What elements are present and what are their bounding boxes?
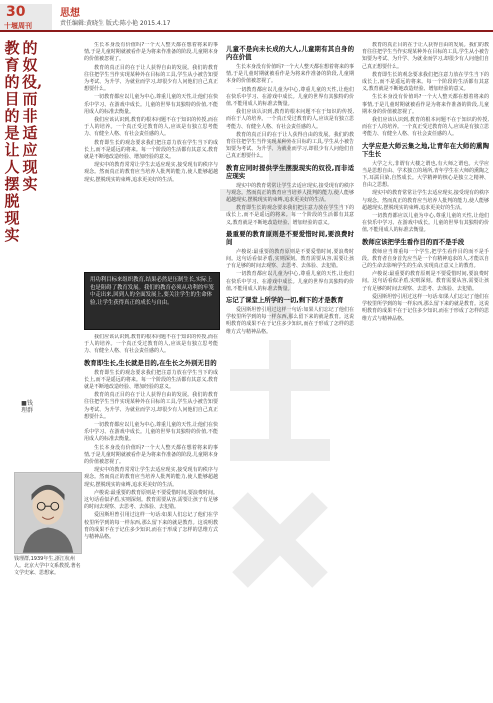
section-heading: 教师应该把学生看作目的而不是手段: [362, 237, 465, 246]
paragraph: 生长本身没有价值吗?一个大人整天都在想着将来的事情,于是儿童时期就被看作是为将来作准备的阶段,儿童期本身的价值被忽视了。: [362, 94, 489, 115]
paragraph: 现实中的教育常常让学生去适应现实,接受现有的秩序与观念。然而真正的教育应当培养人批判的能力,使人能够超越现实,摆脱现实的束缚,追求更美好的生活。: [84, 162, 218, 183]
section-heading: 教育应同时提供学生摆脱现实的奴役,而非适应现实: [226, 163, 354, 180]
paragraph: 现实中的教育常常让学生去适应现实,接受现有的秩序与观念。然而真正的教育应当培养人批判的能力,使人能够超越现实,摆脱现实的束缚,追求更美好的生活。: [84, 467, 218, 488]
author-bio: 钱理群,1939年生,浙江杭州人。北京大学中文系教授,著名文学史家、思想家。: [14, 556, 81, 576]
paragraph: 我们应该认识到,教育的根本问题不在于知识的传授,而在于人的培养。一个真正受过教育的人,应该是有独立思考能力、有健全人格、有社会责任感的人。: [84, 117, 218, 138]
title-line-2: 的奴役,而非适应现实: [22, 39, 43, 193]
page-number: 30: [6, 4, 26, 20]
text-column-1-lower: [84, 334, 218, 698]
paragraph: 卢梭说:最重要的教育原则是不要爱惜时间,要浪费时间。这句话看似矛盾,实则深刻。教育需要从容,需要让孩子有足够的时间去观察、去思考、去体验、去犯错。: [84, 489, 218, 511]
pull-quote: [84, 272, 220, 330]
paragraph: 教育的真正目的在于让人获得自由的发展。我们的教育往往把学生当作实现某种外在目标的工具,学生从小被告知要为考试、为升学、为就业而学习,却很少有人问他们自己真正想要什么。: [84, 392, 218, 420]
paragraph: 我们应该认识到,教育的根本问题不在于知识的传授,而在于人的培养。一个真正受过教育的人,应该是有独立思考能力、有健全人格、有社会责任感的人。: [226, 109, 354, 130]
paragraph: 卢梭说:最重要的教育原则是不要爱惜时间,要浪费时间。这句话看似矛盾,实则深刻。教育需要从容,需要让孩子有足够的时间去观察、去思考、去体验、去犯错。: [226, 248, 354, 270]
pull-quote-text: 用功利目标来组织教育,结果必然是压制生长,实际上也是阻碍了教育发展。我们的教育必须从功利的牢笼中走出来,回到人的全面发展上,要关注学生的生命体验,让学生获得真正的成长与自由。: [90, 277, 214, 306]
text-column-3: [362, 42, 489, 698]
section-heading: 教育即生长,生长就是目的,在生长之外别无目的: [84, 358, 217, 367]
header-rule: [0, 30, 493, 32]
section-heading: 大学应是大师云集之地,让青年在大师的熏陶下生长: [362, 141, 489, 158]
paragraph: 生长本身没有价值吗?一个大人整天都在想着将来的事情,于是儿童时期就被看作是为将来作准备的阶段,儿童期本身的价值被忽视了。: [226, 64, 354, 85]
section-heading: 最重要的教育原则是不要爱惜时间,要浪费时间: [226, 229, 354, 246]
paragraph: 教育的真正目的在于让人获得自由的发展。我们的教育往往把学生当作实现某种外在目标的工具,学生从小被告知要为考试、为升学、为就业而学习,却很少有人问他们自己真正想要什么。: [226, 131, 354, 160]
paragraph: 教育的真正目的在于让人获得自由的发展。我们的教育往往把学生当作实现某种外在目标的工具,学生从小被告知要为考试、为升学、为就业而学习,却很少有人问他们自己真正想要什么。: [84, 64, 218, 93]
text-column-1: [84, 42, 218, 268]
text-column-2: [226, 42, 354, 698]
section-heading: 忘记了课堂上所学的一切,剩下的才是教育: [226, 296, 344, 305]
paragraph: 教育的真正目的在于让人获得自由的发展。我们的教育往往把学生当作实现某种外在目标的工具,学生从小被告知要为考试、为升学、为就业而学习,却很少有人问他们自己真正想要什么。: [362, 42, 489, 70]
paragraph: 爱因斯坦曾引用过这样一句话:如果人们忘记了他们在学校里所学到的每一样东西,那么留下来的就是教育。这说明教育的成果不在于记住多少知识,而在于形成了怎样的思维方式与精神品格。: [362, 293, 489, 322]
article-title: [4, 39, 43, 400]
paragraph: 生长本身没有价值吗?一个大人整天都在想着将来的事情,于是儿童时期就被看作是为将来作准备的阶段,儿童期本身的价值被忽视了。: [84, 444, 218, 466]
paragraph: 卢梭说:最重要的教育原则是不要爱惜时间,要浪费时间。这句话看似矛盾,实则深刻。教育需要从容,需要让孩子有足够的时间去观察、去思考、去体验、去犯错。: [362, 271, 489, 292]
paragraph: 一切教育都应以儿童为中心,尊重儿童的天性,让他们在快乐中学习、在游戏中成长。儿童的世界有其独特的价值,不能用成人的标准去衡量。: [226, 271, 354, 292]
paragraph: 教育即生长的观念要求我们把注意力放在学生当下的成长上,而不是遥远的将来。每一个阶段的生活都有其意义,教育就是不断地改造经验、增加经验的意义。: [362, 71, 489, 93]
author-byline: ■钱理群: [20, 400, 33, 414]
page-badge: [0, 4, 52, 30]
publication-name: 十堰周刊: [4, 22, 32, 30]
portrait-image: [15, 473, 81, 553]
editor-meta: 责任编辑:黄晓生 版式:陈小艳 2015.4.17: [60, 20, 171, 27]
paragraph: 大学之大,非谓有大楼之谓也,有大师之谓也。大学应当是思想自由、学术独立的场所,青年学生在大师的熏陶之下,耳濡目染,自然成长。大学精神的核心是独立之精神、自由之思想。: [362, 160, 489, 189]
author-portrait: [14, 472, 82, 554]
page-header: [0, 0, 493, 30]
paragraph: 现实中的教育常常让学生去适应现实,接受现有的秩序与观念。然而真正的教育应当培养人批判的能力,使人能够超越现实,摆脱现实的束缚,追求更美好的生活。: [362, 190, 489, 211]
paragraph: 现实中的教育常常让学生去适应现实,接受现有的秩序与观念。然而真正的教育应当培养人批判的能力,使人能够超越现实,摆脱现实的束缚,追求更美好的生活。: [226, 182, 354, 204]
title-line-1: 教育的目的是让人摆脱现实: [4, 39, 20, 244]
paragraph: 我们应该认识到,教育的根本问题不在于知识的传授,而在于人的培养。一个真正受过教育的人,应该是有独立思考能力、有健全人格、有社会责任感的人。: [362, 117, 489, 138]
paragraph: 一切教育都应以儿童为中心,尊重儿童的天性,让他们在快乐中学习、在游戏中成长。儿童的世界有其独特的价值,不能用成人的标准去衡量。: [84, 94, 218, 115]
paragraph: 教育即生长的观念要求我们把注意力放在学生当下的成长上,而不是遥远的将来。每一个阶段的生活都有其意义,教育就是不断地改造经验、增加经验的意义。: [226, 205, 354, 226]
paragraph: 一切教育都应以儿童为中心,尊重儿童的天性,让他们在快乐中学习、在游戏中成长。儿童的世界有其独特的价值,不能用成人的标准去衡量。: [84, 422, 218, 443]
paragraph: 生长本身没有价值吗?一个大人整天都在想着将来的事情,于是儿童时期就被看作是为将来作准备的阶段,儿童期本身的价值被忽视了。: [84, 42, 218, 63]
paragraph: 爱因斯坦曾引用过这样一句话:如果人们忘记了他们在学校里所学到的每一样东西,那么留下来的就是教育。这说明教育的成果不在于记住多少知识,而在于形成了怎样的思维方式与精神品格。: [84, 512, 218, 541]
paragraph: 一切教育都应以儿童为中心,尊重儿童的天性,让他们在快乐中学习、在游戏中成长。儿童的世界有其独特的价值,不能用成人的标准去衡量。: [226, 86, 354, 108]
paragraph: 教育即生长的观念要求我们把注意力放在学生当下的成长上,而不是遥远的将来。每一个阶段的生活都有其意义,教育就是不断地改造经验、增加经验的意义。: [84, 139, 218, 161]
paragraph: 一切教育都应以儿童为中心,尊重儿童的天性,让他们在快乐中学习、在游戏中成长。儿童的世界有其独特的价值,不能用成人的标准去衡量。: [362, 213, 489, 234]
section-heading: 儿童不是向未长成的大人,儿童期有其自身的内在价值: [226, 45, 354, 61]
paragraph: 我们应该认识到,教育的根本问题不在于知识的传授,而在于人的培养。一个真正受过教育的人,应该是有独立思考能力、有健全人格、有社会责任感的人。: [84, 334, 218, 355]
paragraph: 教育即生长的观念要求我们把注意力放在学生当下的成长上,而不是遥远的将来。每一个阶段的生活都有其意义,教育就是不断地改造经验、增加经验的意义。: [84, 369, 218, 391]
paragraph: 爱因斯坦曾引用过这样一句话:如果人们忘记了他们在学校里所学到的每一样东西,那么留下来的就是教育。这说明教育的成果不在于记住多少知识,而在于形成了怎样的思维方式与精神品格。: [226, 307, 354, 335]
column-name: 思想: [60, 8, 80, 19]
paragraph: 教师应当尊重每一个学生,把学生看作目的而不是手段。教育者自身首先应当是一个有精神追求的人,才能以自己的生命去影响学生的生命,实现真正意义上的教育。: [362, 248, 489, 270]
